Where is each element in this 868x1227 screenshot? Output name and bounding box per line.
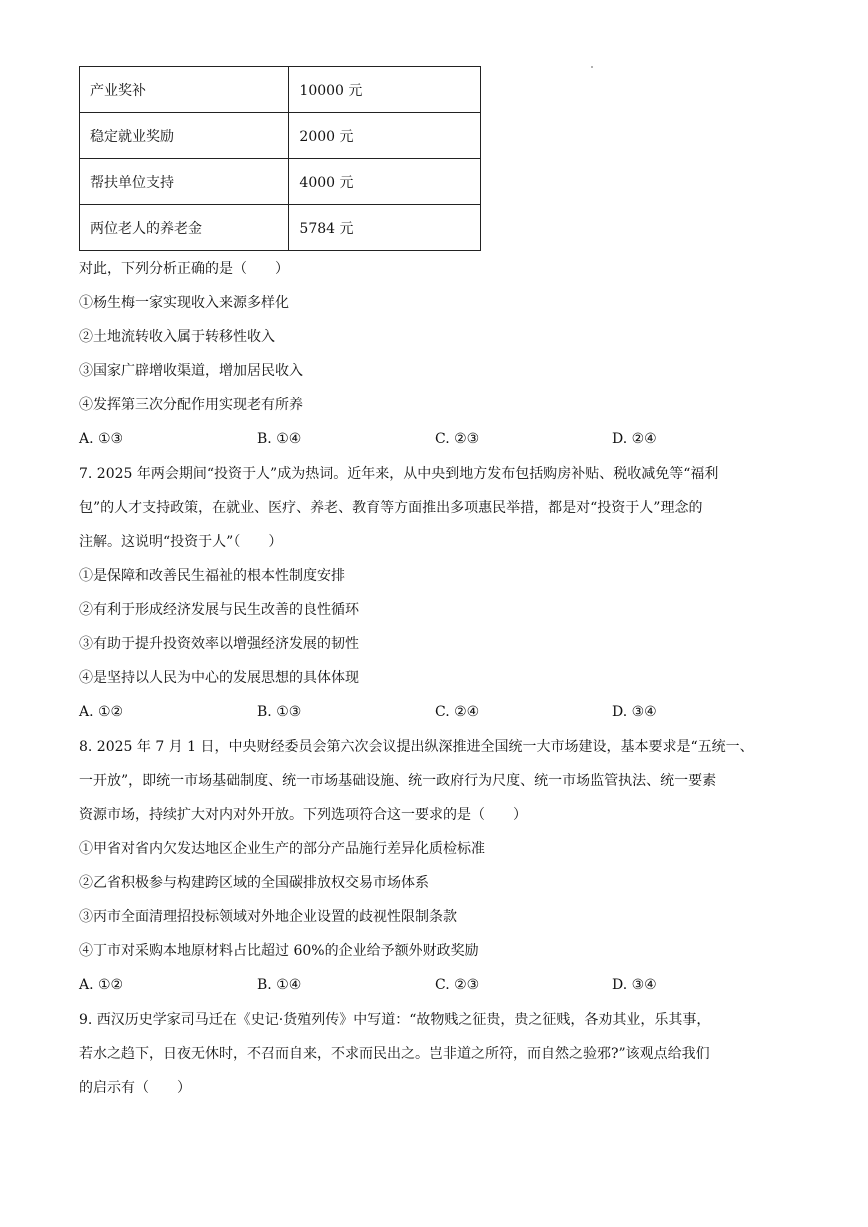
table-cell-amount: 10000 元 [289, 67, 481, 113]
option-b: B. ①④ [257, 431, 302, 447]
q6-stem: 对此，下列分析正确的是（ ） [79, 261, 289, 277]
q8-statement: ④丁市对采购本地原材料占比超过 60%的企业给予额外财政奖励 [79, 943, 479, 959]
q7-statement: ②有利于形成经济发展与民生改善的良性循环 [79, 602, 359, 618]
income-table [79, 66, 481, 251]
q8-options [79, 975, 799, 995]
option-d: D. ③④ [612, 704, 657, 720]
table-cell-amount: 4000 元 [289, 159, 481, 205]
q6-options [79, 429, 799, 449]
option-b: B. ①④ [257, 977, 302, 993]
table-cell-item: 两位老人的养老金 [80, 205, 289, 251]
option-b: B. ①③ [257, 704, 302, 720]
q8-statement: ②乙省积极参与构建跨区域的全国碳排放权交易市场体系 [79, 875, 429, 891]
q9-stem-line: 的启示有（ ） [79, 1080, 191, 1096]
q8-stem-line: 资源市场，持续扩大对内对外开放。下列选项符合这一要求的是（ ） [79, 807, 527, 823]
q8-stem-line: 一开放”，即统一市场基础制度、统一市场基础设施、统一政府行为尺度、统一市场监管执法、统一要素 [79, 773, 717, 789]
table-cell-item: 帮扶单位支持 [80, 159, 289, 205]
q6-statement: ②土地流转收入属于转移性收入 [79, 329, 275, 345]
table-cell-amount: 2000 元 [289, 113, 481, 159]
option-c: C. ②④ [435, 704, 480, 720]
q7-stem-line: 7. 2025 年两会期间“投资于人”成为热词。近年来，从中央到地方发布包括购房补贴、税收减免等“福利 [79, 466, 719, 482]
table-cell-amount: 5784 元 [289, 205, 481, 251]
q7-stem-line: 包”的人才支持政策，在就业、医疗、养老、教育等方面推出多项惠民举措，都是对“投资于人”理念的 [79, 500, 703, 516]
option-c: C. ②③ [435, 977, 480, 993]
option-d: D. ②④ [612, 431, 657, 447]
table-cell-item: 产业奖补 [80, 67, 289, 113]
q6-statement: ①杨生梅一家实现收入来源多样化 [79, 295, 289, 311]
q6-statement: ④发挥第三次分配作用实现老有所养 [79, 397, 303, 413]
q7-statement: ①是保障和改善民生福祉的根本性制度安排 [79, 568, 345, 584]
scan-dot [591, 66, 593, 68]
q8-statement: ①甲省对省内欠发达地区企业生产的部分产品施行差异化质检标准 [79, 841, 485, 857]
q7-stem-line: 注解。这说明“投资于人”（ ） [79, 534, 283, 550]
q8-stem-line: 8. 2025 年 7 月 1 日，中央财经委员会第六次会议提出纵深推进全国统一大市场建设，基本要求是“五统一、 [79, 739, 754, 755]
option-a: A. ①② [79, 977, 124, 993]
table-row [80, 67, 481, 113]
q8-statement: ③丙市全面清理招投标领域对外地企业设置的歧视性限制条款 [79, 909, 457, 925]
table-row [80, 113, 481, 159]
q7-statement: ④是坚持以人民为中心的发展思想的具体体现 [79, 670, 359, 686]
option-c: C. ②③ [435, 431, 480, 447]
q9-stem-line: 9. 西汉历史学家司马迁在《史记·货殖列传》中写道：“故物贱之征贵，贵之征贱，各劝其业，乐其事， [79, 1012, 711, 1028]
table-row [80, 205, 481, 251]
q7-options [79, 702, 799, 722]
option-a: A. ①③ [79, 431, 124, 447]
table-row [80, 159, 481, 205]
table-cell-item: 稳定就业奖励 [80, 113, 289, 159]
q6-statement: ③国家广辟增收渠道，增加居民收入 [79, 363, 303, 379]
option-a: A. ①② [79, 704, 124, 720]
option-d: D. ③④ [612, 977, 657, 993]
q9-stem-line: 若水之趋下，日夜无休时，不召而自来，不求而民出之。岂非道之所符，而自然之验邪?”该观点给我们 [79, 1046, 710, 1062]
q7-statement: ③有助于提升投资效率以增强经济发展的韧性 [79, 636, 359, 652]
